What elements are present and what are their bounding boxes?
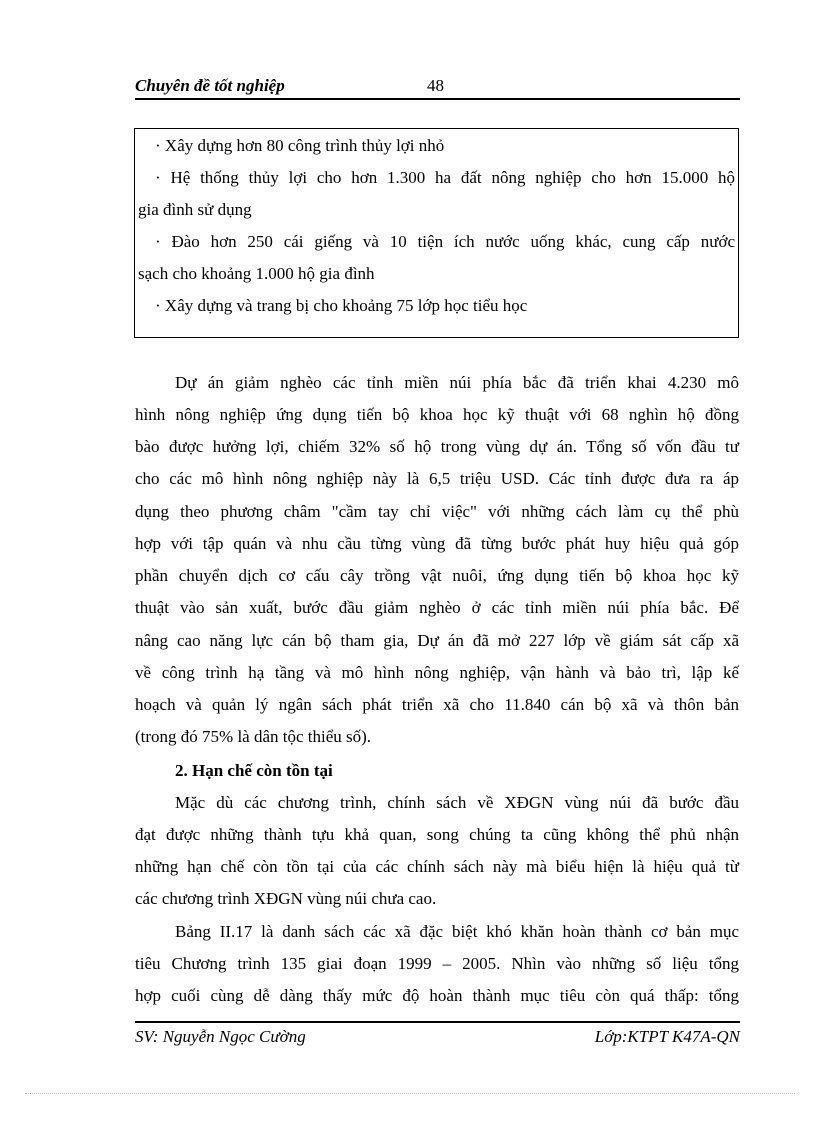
text-line: hoạch và quản lý ngân sách phát triển xã cho 11.840 cán bộ xã và thôn bản — [135, 695, 739, 714]
text-line: về công trình hạ tầng và mô hình nông nghiệp, vận hành và bảo trì, lập kế — [135, 663, 739, 682]
document-title: Chuyên đề tốt nghiệp — [135, 76, 285, 95]
text-line: Dự án giảm nghèo các tỉnh miền núi phía bắc đã triển khai 4.230 mô — [175, 373, 739, 392]
text-line: đạt được những thành tựu khả quan, song chúng ta cũng không thể phủ nhận — [135, 825, 739, 844]
list-item: · Xây dựng hơn 80 công trình thủy lợi nhỏ — [155, 136, 445, 155]
text-line: những hạn chế còn tồn tại của các chính sách này mà biểu hiện là hiệu quả từ — [135, 857, 739, 876]
text-line: cho các mô hình nông nghiệp này là 6,5 triệu USD. Các tỉnh được đưa ra áp — [135, 469, 739, 488]
text-line: hình nông nghiệp ứng dụng tiến bộ khoa học kỹ thuật với 68 nghìn hộ đồng — [135, 405, 739, 424]
section-heading: 2. Hạn chế còn tồn tại — [175, 761, 333, 780]
page-header — [135, 76, 740, 100]
page-footer — [135, 1021, 740, 1051]
text-line: phần chuyển dịch cơ cấu cây trồng vật nuôi, ứng dụng tiến bộ khoa học kỹ — [135, 566, 739, 585]
text-line: bào được hưởng lợi, chiếm 32% số hộ trong vùng dự án. Tổng số vốn đầu tư — [135, 437, 739, 456]
text-line: Bảng II.17 là danh sách các xã đặc biệt khó khăn hoàn thành cơ bản mục — [175, 922, 739, 941]
text-line: dụng theo phương châm "cầm tay chỉ việc" với những cách làm cụ thể phù — [135, 502, 739, 521]
text-line: thuật vào sản xuất, bước đầu giảm nghèo ở các tỉnh miền núi phía bắc. Để — [135, 598, 739, 617]
class-name: Lớp:KTPT K47A-QN — [594, 1027, 740, 1046]
text-line: các chương trình XĐGN vùng núi chưa cao. — [135, 889, 437, 908]
list-item: · Xây dựng và trang bị cho khoảng 75 lớp học tiểu học — [155, 296, 528, 315]
text-line: Mặc dù các chương trình, chính sách về XĐGN vùng núi đã bước đầu — [175, 793, 739, 812]
text-line: hợp cuối cùng dễ dàng thấy mức độ hoàn thành mục tiêu còn quá thấp: tổng — [135, 986, 739, 1005]
list-item: · Đào hơn 250 cái giếng và 10 tiện ích nước uống khác, cung cấp nước — [155, 232, 735, 251]
text-line: hợp với tập quán và nhu cầu từng vùng đã từng bước phát huy hiệu quả góp — [135, 534, 739, 553]
text-line: nâng cao năng lực cán bộ tham gia, Dự án đã mở 227 lớp về giám sát cấp xã — [135, 631, 739, 650]
page-number: 48 — [427, 76, 444, 95]
list-item-continuation: gia đình sử dụng — [138, 200, 252, 219]
page-bottom-divider — [25, 1093, 795, 1094]
list-item-continuation: sạch cho khoảng 1.000 hộ gia đình — [138, 264, 375, 283]
bordered-list-box — [134, 128, 739, 338]
list-item: · Hệ thống thủy lợi cho hơn 1.300 ha đất nông nghiệp cho hơn 15.000 hộ — [155, 168, 735, 187]
student-name: SV: Nguyễn Ngọc Cường — [135, 1027, 306, 1046]
text-line: (trong đó 75% là dân tộc thiểu số). — [135, 727, 372, 746]
text-line: tiêu Chương trình 135 giai đoạn 1999 – 2005. Nhìn vào những số liệu tổng — [135, 954, 739, 973]
